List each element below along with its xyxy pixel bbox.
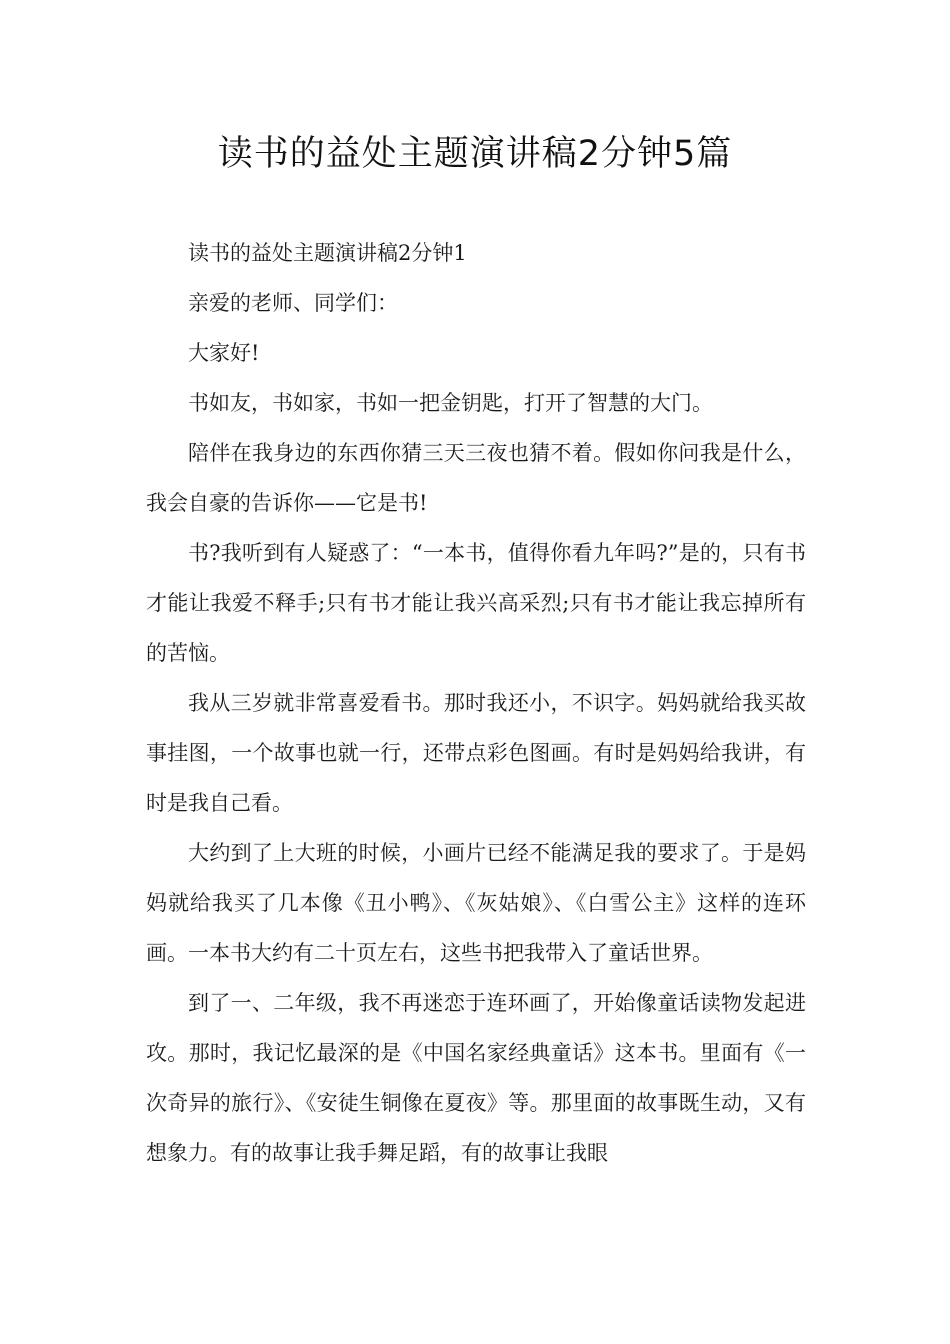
paragraph: 到了一、二年级，我不再迷恋于连环画了，开始像童话读物发起进攻。那时，我记忆最深的是《中国名家经典童话》这本书。里面有《一次奇异的旅行》、《安徒生铜像在夏夜》等。那里面的故事既生动，又有想象力。有的故事让我手舞足蹈，有的故事让我眼 <box>146 991 806 1165</box>
paragraph-salutation: 亲爱的老师、同学们： <box>188 291 398 315</box>
paragraph: 书?我听到有人疑惑了：“一本书，值得你看九年吗?”是的，只有书才能让我爱不释手;只有书才能让我兴高采烈;只有书才能让我忘掉所有的苦恼。 <box>146 541 806 665</box>
paragraph: 我从三岁就非常喜爱看书。那时我还小，不识字。妈妈就给我买故事挂图，一个故事也就一行，还带点彩色图画。有时是妈妈给我讲，有时是我自己看。 <box>146 691 806 815</box>
paragraph: 大约到了上大班的时候，小画片已经不能满足我的要求了。于是妈妈就给我买了几本像《丑小鸭》、《灰姑娘》、《白雪公主》这样的连环画。一本书大约有二十页左右，这些书把我带入了童话世界。 <box>146 841 806 965</box>
document-title: 读书的益处主题演讲稿2分钟5篇 <box>217 134 733 174</box>
paragraph: 书如友，书如家，书如一把金钥匙，打开了智慧的大门。 <box>188 391 713 415</box>
paragraph-greeting: 大家好! <box>188 341 260 365</box>
paragraph: 陪伴在我身边的东西你猜三天三夜也猜不着。假如你问我是什么，我会自豪的告诉你——它是书! <box>146 441 806 515</box>
paragraph-subtitle: 读书的益处主题演讲稿2分钟1 <box>188 241 467 265</box>
document-body <box>146 228 806 1178</box>
